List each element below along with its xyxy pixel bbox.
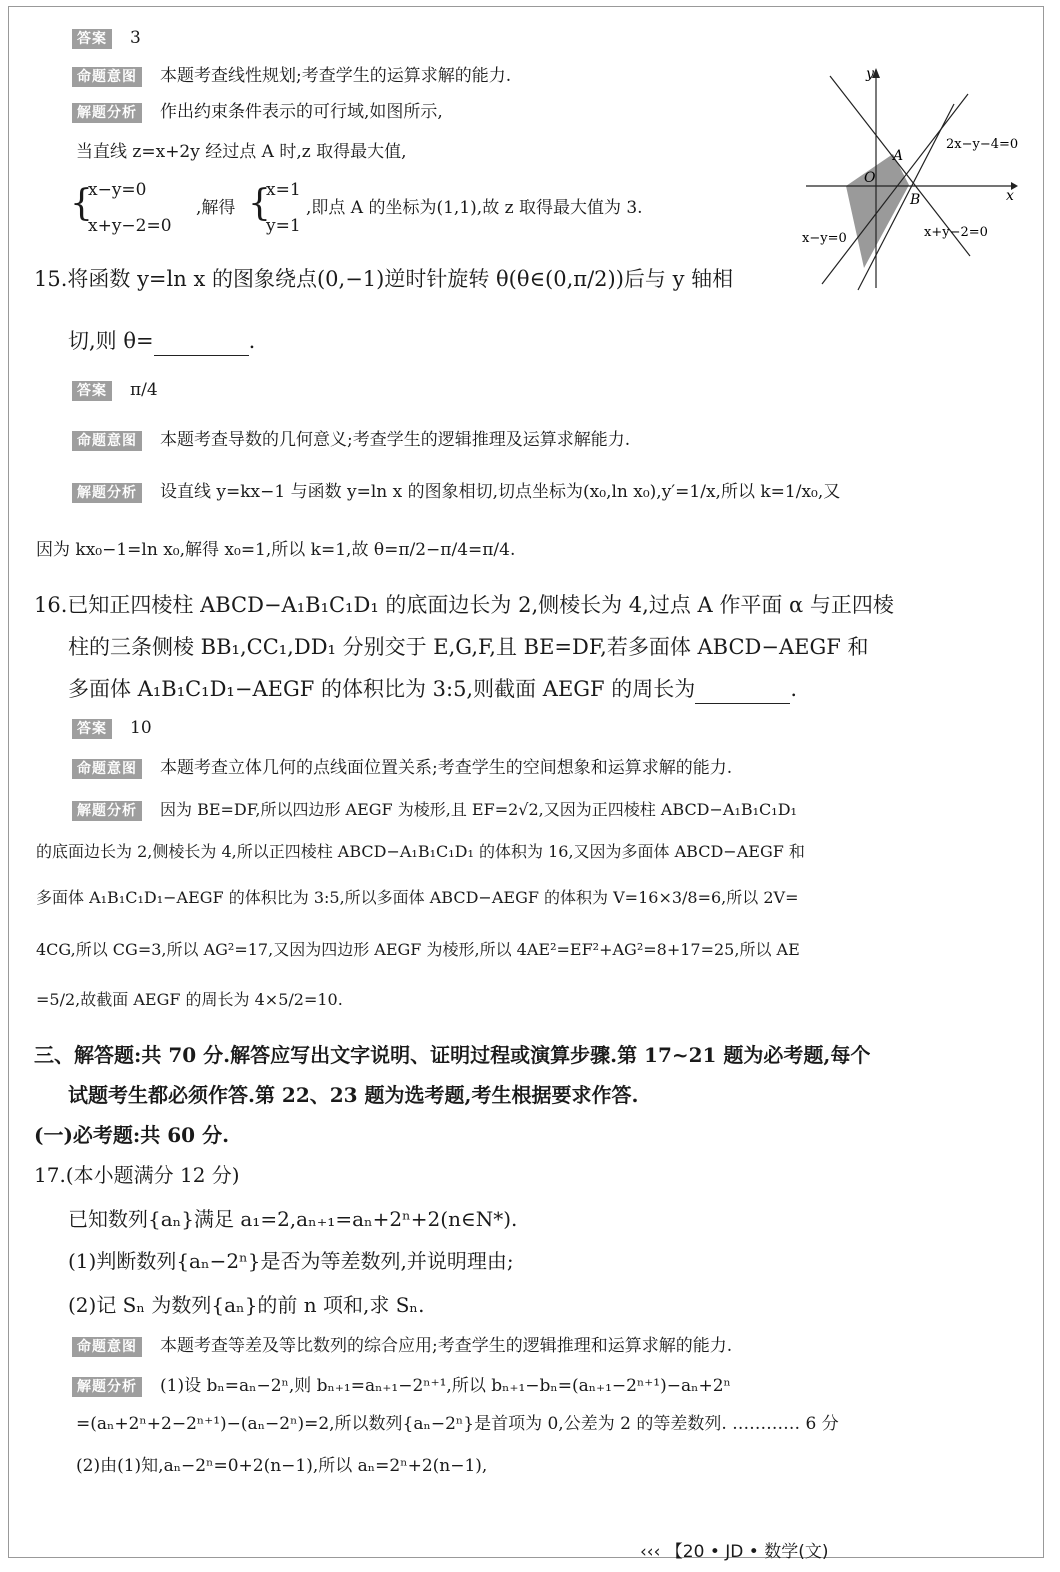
feasible-region-graph	[796, 58, 1028, 298]
answer-tag: 答案	[72, 29, 112, 49]
q16-answer-blank	[695, 685, 790, 704]
line-x-minus-y	[822, 94, 968, 284]
q17-intent: 本题考查等差及等比数列的综合应用;考查学生的逻辑推理和运算求解的能力.	[160, 1336, 733, 1356]
q15-intent-line	[72, 428, 630, 452]
solution-1: x=1	[266, 180, 301, 200]
solution-2: y=1	[266, 216, 301, 236]
q16-analysis-line	[72, 798, 797, 822]
q16-analysis-5: =5/2,故截面 AEGF 的周长为 4×5/2=10.	[36, 990, 343, 1009]
q17-head: 17.(本小题满分 12 分)	[34, 1163, 240, 1187]
q16-answer-line	[72, 716, 152, 740]
q17-part-2: (2)记 Sₙ 为数列{aₙ}的前 n 项和,求 Sₙ.	[68, 1293, 425, 1317]
analysis-tag: 解题分析	[72, 103, 142, 123]
q15-analysis-line	[72, 480, 840, 504]
system-eq-2: x+y−2=0	[88, 216, 172, 236]
q16-stem-1: 16.已知正四棱柱 ABCD−A₁B₁C₁D₁ 的底面边长为 2,侧棱长为 4,过点 A 作平面 α 与正四棱	[34, 593, 894, 617]
q17-analysis-3: (2)由(1)知,aₙ−2ⁿ=0+2(n−1),所以 aₙ=2ⁿ+2(n−1),	[76, 1456, 488, 1476]
q16-stem-3: 多面体 A₁B₁C₁D₁−AEGF 的体积比为 3:5,则截面 AEGF 的周长为 .	[68, 674, 797, 704]
q17-analysis-2: =(aₙ+2ⁿ+2−2ⁿ⁺¹)−(aₙ−2ⁿ)=2,所以数列{aₙ−2ⁿ}是首项为 0,公差为 2 的等差数列. ………… 6 分	[76, 1414, 839, 1434]
graph-origin-label: O	[864, 170, 876, 186]
page-footer: ‹‹‹ 【20 • JD • 数学(文)	[640, 1542, 829, 1562]
section-heading-2: 试题考生都必须作答.第 22、23 题为选考题,考生根据要求作答.	[68, 1083, 639, 1107]
q14-answer-line	[72, 26, 141, 50]
q16-analysis-1: 因为 BE=DF,所以四边形 AEGF 为棱形,且 EF=2√2,又因为正四棱柱 ABCD−A₁B₁C₁D₁	[160, 800, 797, 819]
q15-answer: π/4	[130, 380, 158, 400]
graph-point-a: A	[893, 148, 904, 164]
intent-tag: 命题意图	[72, 1337, 142, 1357]
intent-tag: 命题意图	[72, 759, 142, 779]
q17-analysis-1: (1)设 bₙ=aₙ−2ⁿ,则 bₙ₊₁=aₙ₊₁−2ⁿ⁺¹,所以 bₙ₊₁−bₙ=(aₙ₊₁−2ⁿ⁺¹)−aₙ+2ⁿ	[160, 1376, 731, 1396]
q17-analysis-line	[72, 1374, 731, 1398]
q16-stem-2: 柱的三条侧棱 BB₁,CC₁,DD₁ 分别交于 E,G,F,且 BE=DF,若多面体 ABCD−AEGF 和	[68, 635, 869, 659]
analysis-tag: 解题分析	[72, 1377, 142, 1397]
q15-answer-line	[72, 378, 158, 402]
q15-analysis-2: 因为 kx₀−1=ln x₀,解得 x₀=1,所以 k=1,故 θ=π/2−π/4=π/4.	[36, 540, 516, 560]
q14-analysis-line	[72, 100, 443, 124]
analysis-tag: 解题分析	[72, 801, 142, 821]
q14-analysis-1: 作出约束条件表示的可行域,如图所示,	[160, 102, 443, 122]
q17-stem: 已知数列{aₙ}满足 a₁=2,aₙ₊₁=aₙ+2ⁿ+2(n∈N*).	[68, 1207, 518, 1231]
intent-tag: 命题意图	[72, 431, 142, 451]
graph-label-x-plus-y-2: x+y−2=0	[924, 225, 988, 240]
q15-stem-2: 切,则 θ= .	[68, 326, 255, 356]
q16-analysis-4: 4CG,所以 CG=3,所以 AG²=17,又因为四边形 AEGF 为棱形,所以 4AE²=EF²+AG²=8+17=25,所以 AE	[36, 940, 800, 959]
answer-tag: 答案	[72, 719, 112, 739]
answer-tag: 答案	[72, 381, 112, 401]
q16-analysis-2: 的底面边长为 2,侧棱长为 4,所以正四棱柱 ABCD−A₁B₁C₁D₁ 的体积为 16,又因为多面体 ABCD−AEGF 和	[36, 842, 805, 861]
graph-x-label: x	[1006, 188, 1014, 204]
q14-intent: 本题考查线性规划;考查学生的运算求解的能力.	[160, 66, 512, 86]
q14-conclusion: ,即点 A 的坐标为(1,1),故 z 取得最大值为 3.	[306, 198, 643, 218]
graph-point-b: B	[910, 192, 921, 208]
system-eq-1: x−y=0	[88, 180, 147, 200]
q14-intent-line	[72, 64, 511, 88]
q16-answer: 10	[130, 718, 152, 738]
q16-analysis-3: 多面体 A₁B₁C₁D₁−AEGF 的体积比为 3:5,所以多面体 ABCD−AEGF 的体积为 V=16×3/8=6,所以 2V=	[36, 888, 799, 907]
graph-label-x-y: x−y=0	[802, 231, 847, 246]
section-subheading: (一)必考题:共 60 分.	[34, 1123, 230, 1147]
q15-answer-blank	[154, 337, 249, 356]
q17-part-1: (1)判断数列{aₙ−2ⁿ}是否为等差数列,并说明理由;	[68, 1249, 514, 1273]
section-heading-1: 三、解答题:共 70 分.解答应写出文字说明、证明过程或演算步骤.第 17~21 题为必考题,每个	[34, 1043, 871, 1067]
intent-tag: 命题意图	[72, 67, 142, 87]
solve-text: ,解得	[196, 198, 236, 218]
q16-intent: 本题考查立体几何的点线面位置关系;考查学生的空间想象和运算求解的能力.	[160, 758, 733, 778]
q14-answer: 3	[130, 28, 141, 48]
graph-y-label: y	[866, 66, 874, 82]
graph-label-2x-y-4: 2x−y−4=0	[946, 137, 1019, 152]
q16-stem-3-text: 多面体 A₁B₁C₁D₁−AEGF 的体积比为 3:5,则截面 AEGF 的周长为	[68, 677, 696, 701]
q16-intent-line	[72, 756, 732, 780]
analysis-tag: 解题分析	[72, 483, 142, 503]
brace-left-1: {	[70, 183, 93, 224]
brace-left-2: {	[248, 183, 271, 224]
q15-stem-2-text: 切,则 θ=	[68, 329, 154, 353]
q15-intent: 本题考查导数的几何意义;考查学生的逻辑推理及运算求解能力.	[160, 430, 631, 450]
q15-stem-1: 15.将函数 y=ln x 的图象绕点(0,−1)逆时针旋转 θ(θ∈(0,π/2))后与 y 轴相	[34, 267, 734, 291]
q17-intent-line	[72, 1334, 732, 1358]
q14-analysis-2: 当直线 z=x+2y 经过点 A 时,z 取得最大值,	[76, 142, 407, 162]
q15-analysis-1: 设直线 y=kx−1 与函数 y=ln x 的图象相切,切点坐标为(x₀,ln x₀),y′=1/x,所以 k=1/x₀,又	[160, 482, 841, 502]
